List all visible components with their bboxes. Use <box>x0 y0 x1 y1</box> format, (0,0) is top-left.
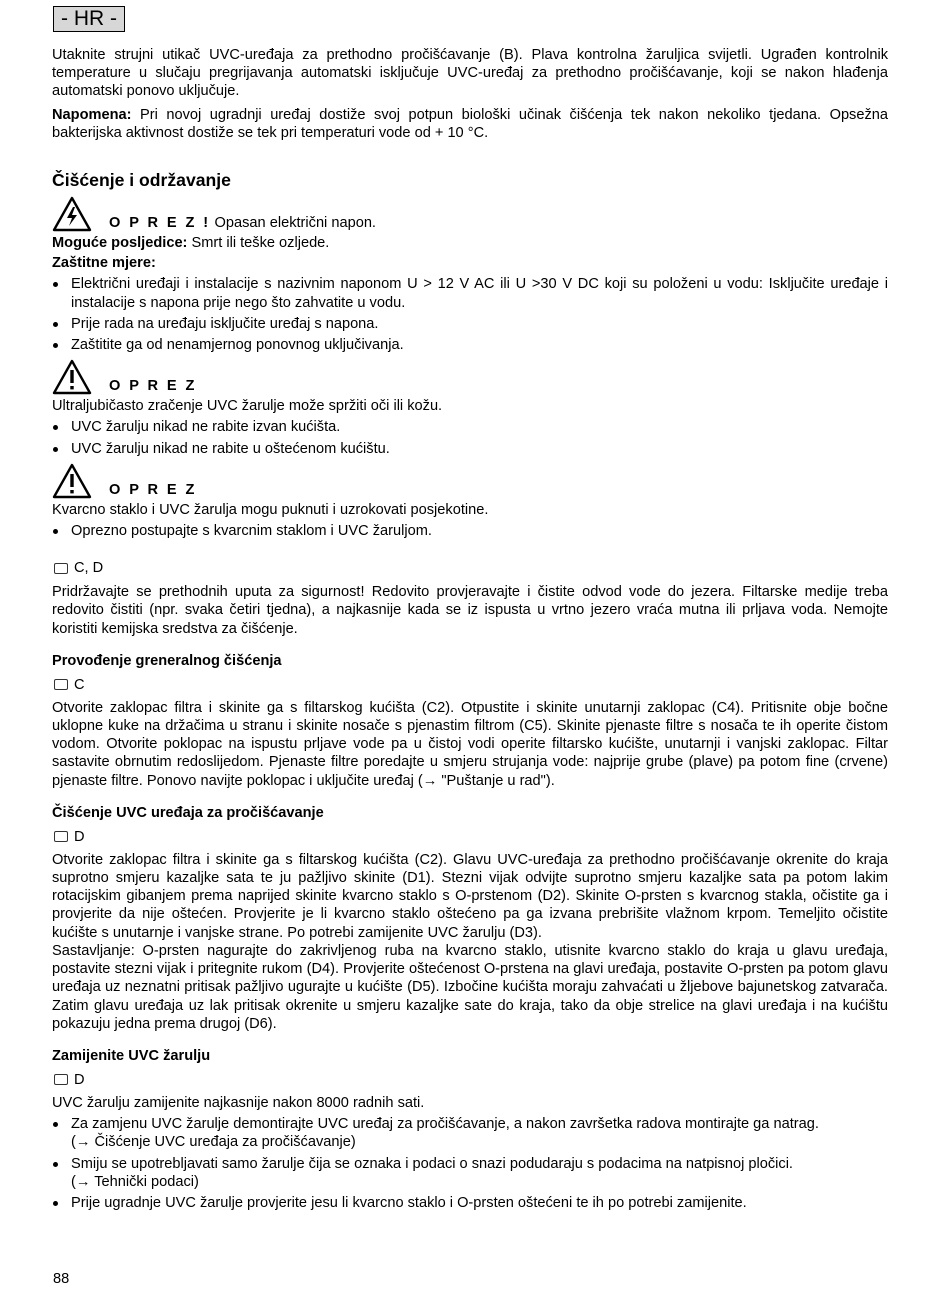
book-icon <box>54 1074 68 1085</box>
glass-list <box>52 522 888 540</box>
warning-label: O P R E Z <box>109 481 197 498</box>
subsection-title: Čišćenje UVC uređaja za pročišćavanje <box>52 804 324 821</box>
list-item <box>52 1194 888 1212</box>
warning-text: Ultraljubičasto zračenje UVC žarulje može spržiti oči ili kožu. <box>52 398 443 415</box>
cross-reference: (→ Tehnički podaci) <box>71 1173 199 1190</box>
list-item: Prije rada na uređaju isključite uređaj s napona. <box>52 315 888 333</box>
exclamation-warning-icon <box>52 359 92 395</box>
list-item <box>52 1115 888 1151</box>
lightning-warning-icon <box>52 196 92 232</box>
figure-reference-text: C <box>74 676 85 693</box>
page-number: 88 <box>53 1271 70 1287</box>
list-item: UVC žarulju nikad ne rabite u oštećenom kućištu. <box>52 440 888 458</box>
language-tag: - HR - <box>53 6 125 32</box>
warning-text: Kvarcno staklo i UVC žarulja mogu puknuti i uzrokovati posjekotine. <box>52 501 489 518</box>
list-item-text: Smiju se upotrebljavati samo žarulje čija se oznaka i podaci o snazi podudaraju s podacima na natpisnoj pločici. <box>71 1155 793 1172</box>
uvc-cleaning-text: Otvorite zaklopac filtra i skinite ga s filtarskog kućišta (C2). Glavu UVC-uređaja za prethodno pročišćavanje okrenite do kraja suprotno smjeru kazaljke sata te ju pažljivo skinite (D1). Stezni vijak odvijte suprotno smjeru kazaljke sata pa potom lakim rotacijskim gibanjem prema naprijed skinite kvarcno staklo s O-prstenom (D2). Skinite O-prsten s kvarcnog stakla, očistite ga i provjerite da nije oštećen. Provjerite je li kvarcno staklo oštećeno pa ga izvana prebrišite vlažnom krpom. Temeljito očistite kućište s unutarnje i vanjske strane. Po potrebi zamijenite UVC žarulju (D3). <box>52 851 888 941</box>
replace-text: UVC žarulju zamijenite najkasnije nakon 8000 radnih sati. <box>52 1094 425 1111</box>
figure-reference-text: C, D <box>74 560 104 577</box>
list-item: Zaštitite ga od nenamjernog ponovnog uključivanja. <box>52 336 888 354</box>
book-icon <box>54 679 68 690</box>
note-label: Napomena: <box>52 106 132 123</box>
uv-list <box>52 418 888 457</box>
list-item <box>52 1155 888 1191</box>
list-item-text: Prije ugradnje UVC žarulje provjerite jesu li kvarcno staklo i O-prsten oštećeni te ih po potrebi zamijenite. <box>71 1194 747 1211</box>
section-title: Čišćenje i održavanje <box>52 170 231 191</box>
figure-reference-text: D <box>74 828 85 845</box>
figure-reference-text: D <box>74 1071 85 1088</box>
warning-label: O P R E Z <box>109 378 197 395</box>
figure-reference <box>52 1071 888 1089</box>
general-instructions: Pridržavajte se prethodnih uputa za sigurnost! Redovito provjeravajte i čistite odvod vode do jezera. Filtarske medije treba redovito čistiti (npr. svaka četiri tjedna), a najkasnije kada se iz ispusta u vrtno jezero vraća mutna ili prljava voda. Nemojte koristiti kemijska sredstva za čišćenje. <box>52 584 888 637</box>
consequences-line <box>52 234 888 252</box>
list-item: UVC žarulju nikad ne rabite izvan kućišta. <box>52 418 888 436</box>
consequences-label: Moguće posljedice: <box>52 235 188 252</box>
figure-reference <box>52 676 888 694</box>
consequences-text: Smrt ili teške ozljede. <box>187 235 330 252</box>
subsection-title: Zamijenite UVC žarulju <box>52 1047 211 1064</box>
note-text: Pri novoj ugradnji uređaj dostiže svoj potpun biološki učinak čišćenja tek nakon nekoliko tjedana. Opsežna bakterijska aktivnost dostiže se tek pri temperaturi vode od + 10 °C. <box>52 106 888 141</box>
warning-electric <box>52 196 888 232</box>
page-content <box>52 46 888 1212</box>
book-icon <box>54 831 68 842</box>
figure-reference <box>52 559 888 577</box>
figure-reference <box>52 828 888 846</box>
measures-label: Zaštitne mjere: <box>52 255 156 272</box>
warning-text: Opasan električni napon. <box>214 215 376 232</box>
replace-list <box>52 1115 888 1212</box>
intro-paragraph: Utaknite strujni utikač UVC-uređaja za prethodno pročišćavanje (B). Plava kontrolna žaruljica svijetli. Ugrađen kontrolnik temperature u slučaju pregrijavanja automatski isključuje UVC-uređaj za prethodno pročišćavanje, koji se nakon hlađenja automatski ponovo uključuje. <box>52 47 888 100</box>
measures-list <box>52 275 888 354</box>
cross-reference: (→ Čišćenje UVC uređaja za pročišćavanje) <box>71 1134 356 1151</box>
warning-uv <box>52 359 888 395</box>
list-item-text: Za zamjenu UVC žarulje demontirajte UVC uređaj za pročišćavanje, a nakon završetka radova montirajte ga natrag. <box>71 1116 819 1133</box>
warning-label: O P R E Z ! <box>109 215 211 232</box>
warning-glass <box>52 463 888 499</box>
note-paragraph <box>52 106 888 142</box>
book-icon <box>54 563 68 574</box>
general-cleaning-text: Otvorite zaklopac filtra i skinite ga s filtarskog kućišta (C2). Otpustite i skinite unutarnji zaklopac (C4). Pritisnite obje bočne uklopne kuke na držačima u stranu i skinite nosače s pjenastim filtrom (C5). Skinite pjenaste filtre s nosača te ih operite čistom vodom. Otvorite poklopac na ispustu prljave vode pa u čistoj vodi operite filtarsko kućište, unutarnji i vanjski zaklopac. Filtar sastavite obrnutim redoslijedom. Pjenaste filtre poredajte u smjeru strujanja vode: najprije grube (plave) pa potom fine (crvene) pjenaste filtre. Ponovo navijte poklopac i uključite uređaj (→ "Puštanje u rad"). <box>52 699 888 789</box>
exclamation-warning-icon <box>52 463 92 499</box>
list-item: Oprezno postupajte s kvarcnim staklom i UVC žaruljom. <box>52 522 888 540</box>
assembly-text: Sastavljanje: O-prsten nagurajte do zakrivljenog ruba na kvarcno staklo, utisnite kvarcno staklo do kraja u glavu uređaja, postavite stezni vijak i pritegnite rukom (D4). Provjerite oštećenost O-prstena na glavi uređaja, postavite O-prsten pa potom glavu uređaja uz neznatni pritisak pažljivo ugurajte u kućište (D5). Izbočine kućišta moraju zahvaćati u žljebove bajunetskog zatvarača. Zatim glavu uređaja uz lak pritisak okrenite u smjeru kazaljke sate do kraja, tako da obje strelice na glavi uređaja i na kućištu pokazuju jedna prema drugoj (D6). <box>52 942 888 1032</box>
list-item: Električni uređaji i instalacije s nazivnim naponom U > 12 V AC ili U >30 V DC koji su položeni u vodu: Isključite uređaje i instalacije s napona prije nego što zahvatite u vodu. <box>52 275 888 311</box>
subsection-title: Provođenje greneralnog čišćenja <box>52 652 282 669</box>
